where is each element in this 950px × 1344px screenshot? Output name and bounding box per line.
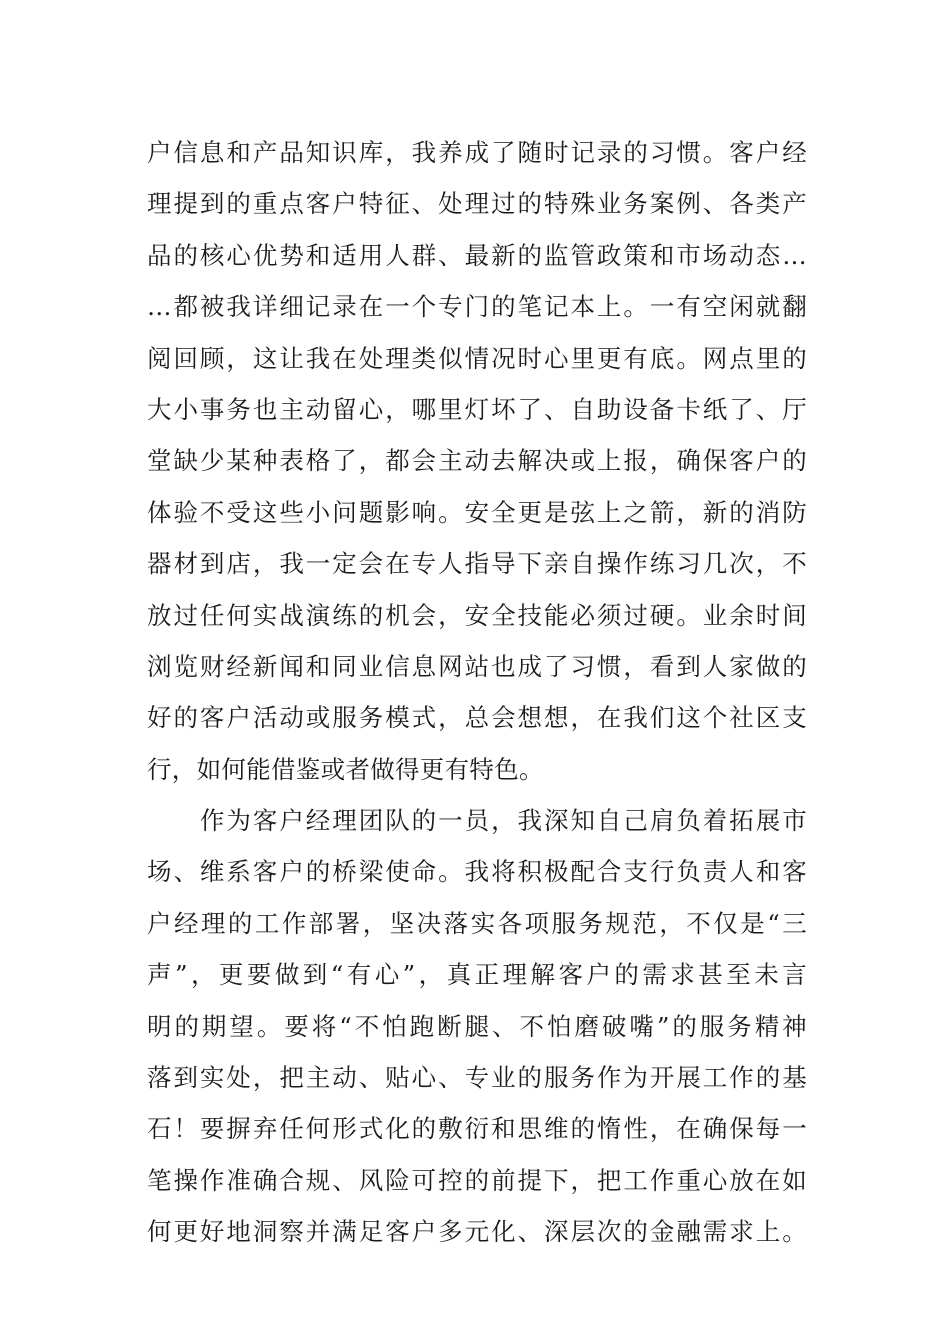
paragraph-2 <box>147 795 807 1258</box>
paragraph-line: 大小事务也主动留心，哪里灯坏了、自助设备卡纸了、厅 <box>147 394 807 424</box>
paragraph-line: 品的核心优势和适用人群、最新的监管政策和市场动态… <box>147 240 807 270</box>
paragraph-line: 笔操作准确合规、风险可控的前提下，把工作重心放在如 <box>147 1165 807 1195</box>
paragraph-line: …都被我详细记录在一个专门的笔记本上。一有空闲就翻 <box>147 292 807 322</box>
paragraph-line: 放过任何实战演练的机会，安全技能必须过硬。业余时间 <box>147 600 807 630</box>
paragraph-line: 户经理的工作部署，坚决落实各项服务规范，不仅是“三 <box>147 908 807 938</box>
paragraph-line: 户信息和产品知识库，我养成了随时记录的习惯。客户经 <box>147 138 807 167</box>
paragraph-line: 场、维系客户的桥梁使命。我将积极配合支行负责人和客 <box>147 857 807 887</box>
paragraph-line: 阅回顾，这让我在处理类似情况时心里更有底。网点里的 <box>147 343 807 373</box>
paragraph-line: 石！要摒弃任何形式化的敷衍和思维的惰性，在确保每一 <box>147 1114 807 1144</box>
paragraph-line: 声”，更要做到“有心”，真正理解客户的需求甚至未言 <box>147 960 807 990</box>
paragraph-line: 行，如何能借鉴或者做得更有特色。 <box>147 754 544 784</box>
paragraph-line: 堂缺少某种表格了，都会主动去解决或上报，确保客户的 <box>147 446 807 476</box>
paragraph-line: 体验不受这些小问题影响。安全更是弦上之箭，新的消防 <box>147 497 807 527</box>
paragraph-line: 浏览财经新闻和同业信息网站也成了习惯，看到人家做的 <box>147 651 807 681</box>
paragraph-line: 好的客户活动或服务模式，总会想想，在我们这个社区支 <box>147 703 807 733</box>
paragraph-line: 作为客户经理团队的一员，我深知自己肩负着拓展市 <box>147 806 807 835</box>
paragraph-line: 落到实处，把主动、贴心、专业的服务作为开展工作的基 <box>147 1062 807 1092</box>
paragraph-line: 器材到店，我一定会在专人指导下亲自操作练习几次，不 <box>147 549 807 579</box>
paragraph-1 <box>147 127 807 795</box>
paragraph-line: 明的期望。要将“不怕跑断腿、不怕磨破嘴”的服务精神 <box>147 1011 807 1041</box>
paragraph-line: 理提到的重点客户特征、处理过的特殊业务案例、各类产 <box>147 189 807 219</box>
paragraph-line: 何更好地洞察并满足客户多元化、深层次的金融需求上。 <box>147 1217 807 1247</box>
